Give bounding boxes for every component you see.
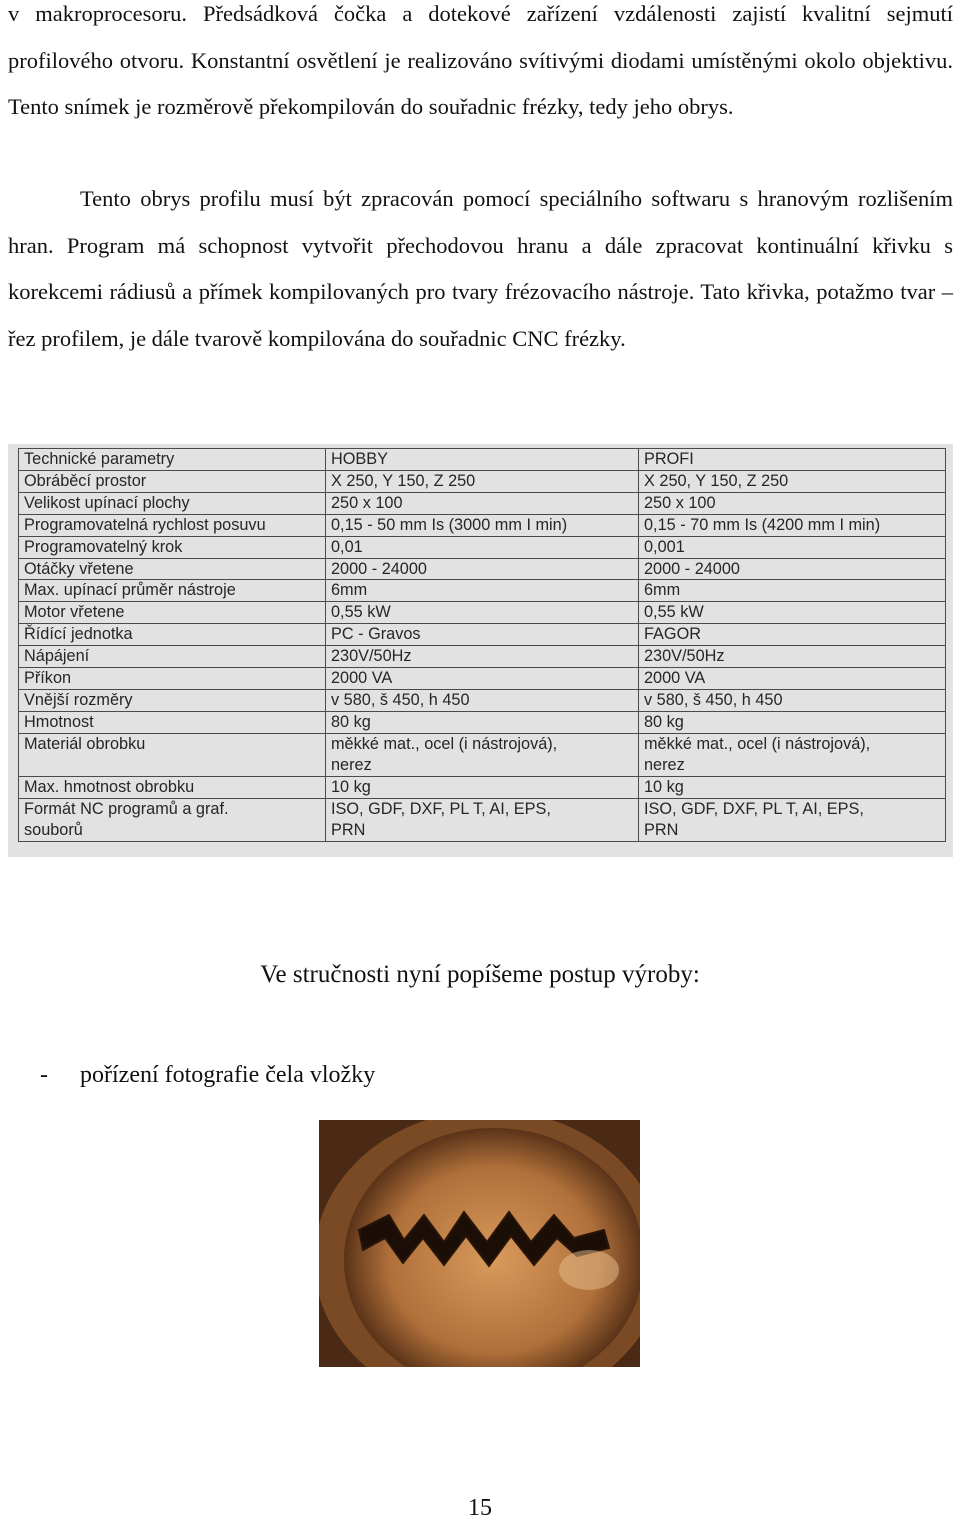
table-header-row [19, 449, 946, 471]
table-cell: FAGOR [639, 624, 946, 646]
table-cell: 6mm [326, 580, 639, 602]
summary-heading: Ve stručnosti nyní popíšeme postup výroby: [260, 961, 700, 988]
table-row [19, 536, 946, 558]
table-cell: 250 x 100 [639, 492, 946, 514]
cylinder-face-photo [319, 1120, 640, 1367]
table-row [19, 668, 946, 690]
table-row [19, 798, 946, 841]
table-row [19, 646, 946, 668]
table-cell: Motor vřetene [19, 602, 326, 624]
table-cell: Max. upínací průměr nástroje [19, 580, 326, 602]
table-cell: 80 kg [639, 711, 946, 733]
table-row [19, 689, 946, 711]
table-cell: 230V/50Hz [639, 646, 946, 668]
table-cell: 10 kg [326, 776, 639, 798]
table-cell: X 250, Y 150, Z 250 [639, 470, 946, 492]
table-header-cell: PROFI [639, 449, 946, 471]
paragraph-software: Tento obrys profilu musí být zpracován pomocí speciálního softwaru s hranovým rozlišením hran. Program má schopnost vytvořit přechodovou hranu a dále zpracovat kontinuální křivku s korekcemi rádiusů a přímek kompilovaných pro tvary frézovacího nástroje. Tato křivka, potažmo tvar – řez profilem, je dále tvarově kompilována do souřadnic CNC frézky. [8, 186, 953, 351]
cylinder-face-photo-drawing [319, 1120, 640, 1367]
table-cell: v 580, š 450, h 450 [639, 689, 946, 711]
table-row [19, 514, 946, 536]
table-cell: Materiál obrobku [19, 733, 326, 776]
list-item [40, 1055, 375, 1095]
table-row [19, 470, 946, 492]
table-cell: 10 kg [639, 776, 946, 798]
table-cell: Programovatelný krok [19, 536, 326, 558]
table-cell: Vnější rozměry [19, 689, 326, 711]
table-cell: Hmotnost [19, 711, 326, 733]
table-row [19, 558, 946, 580]
table-cell: 2000 - 24000 [639, 558, 946, 580]
table-cell: Formát NC programů a graf. souborů [19, 798, 326, 841]
list-dash: - [40, 1062, 48, 1088]
table-cell: 6mm [639, 580, 946, 602]
table-row [19, 711, 946, 733]
table-cell: 230V/50Hz [326, 646, 639, 668]
parameters-table [18, 448, 946, 842]
table-cell: Otáčky vřetene [19, 558, 326, 580]
table-cell: 0,55 kW [326, 602, 639, 624]
table-cell: ISO, GDF, DXF, PL T, AI, EPS, PRN [326, 798, 639, 841]
table-cell: Nápájení [19, 646, 326, 668]
table-header-cell: HOBBY [326, 449, 639, 471]
table-cell: 2000 VA [326, 668, 639, 690]
table-row [19, 492, 946, 514]
table-cell: 0,001 [639, 536, 946, 558]
table-row [19, 580, 946, 602]
table-row [19, 602, 946, 624]
table-cell: Velikost upínací plochy [19, 492, 326, 514]
page-number: 15 [468, 1495, 492, 1521]
table-cell: Max. hmotnost obrobku [19, 776, 326, 798]
table-cell: 2000 VA [639, 668, 946, 690]
table-cell: 250 x 100 [326, 492, 639, 514]
table-cell: Příkon [19, 668, 326, 690]
table-row [19, 776, 946, 798]
table-cell: měkké mat., ocel (i nástrojová), nerez [326, 733, 639, 776]
table-cell: 0,15 - 50 mm Is (3000 mm I min) [326, 514, 639, 536]
table-cell: ISO, GDF, DXF, PL T, AI, EPS, PRN [639, 798, 946, 841]
parameters-table-figure [8, 444, 953, 857]
table-cell: v 580, š 450, h 450 [326, 689, 639, 711]
table-cell: PC - Gravos [326, 624, 639, 646]
table-cell: 0,15 - 70 mm Is (4200 mm I min) [639, 514, 946, 536]
table-cell: měkké mat., ocel (i nástrojová), nerez [639, 733, 946, 776]
table-cell: Řídící jednotka [19, 624, 326, 646]
table-cell: X 250, Y 150, Z 250 [326, 470, 639, 492]
table-cell: 80 kg [326, 711, 639, 733]
paragraph-intro: v makroprocesoru. Předsádková čočka a dotekové zařízení vzdálenosti zajistí kvalitní sejmutí profilového otvoru. Konstantní osvětlení je realizováno svítivými diodami umístěnými okolo objektivu. Tento snímek je rozměrově překompilován do souřadnic frézky, tedy jeho obrys. [8, 1, 953, 119]
table-cell: 2000 - 24000 [326, 558, 639, 580]
list-item-text: pořízení fotografie čela vložky [80, 1062, 376, 1088]
table-row [19, 733, 946, 776]
table-cell: Obráběcí prostor [19, 470, 326, 492]
table-row [19, 624, 946, 646]
table-cell: 0,01 [326, 536, 639, 558]
table-header-cell: Technické parametry [19, 449, 326, 471]
table-cell: 0,55 kW [639, 602, 946, 624]
table-cell: Programovatelná rychlost posuvu [19, 514, 326, 536]
